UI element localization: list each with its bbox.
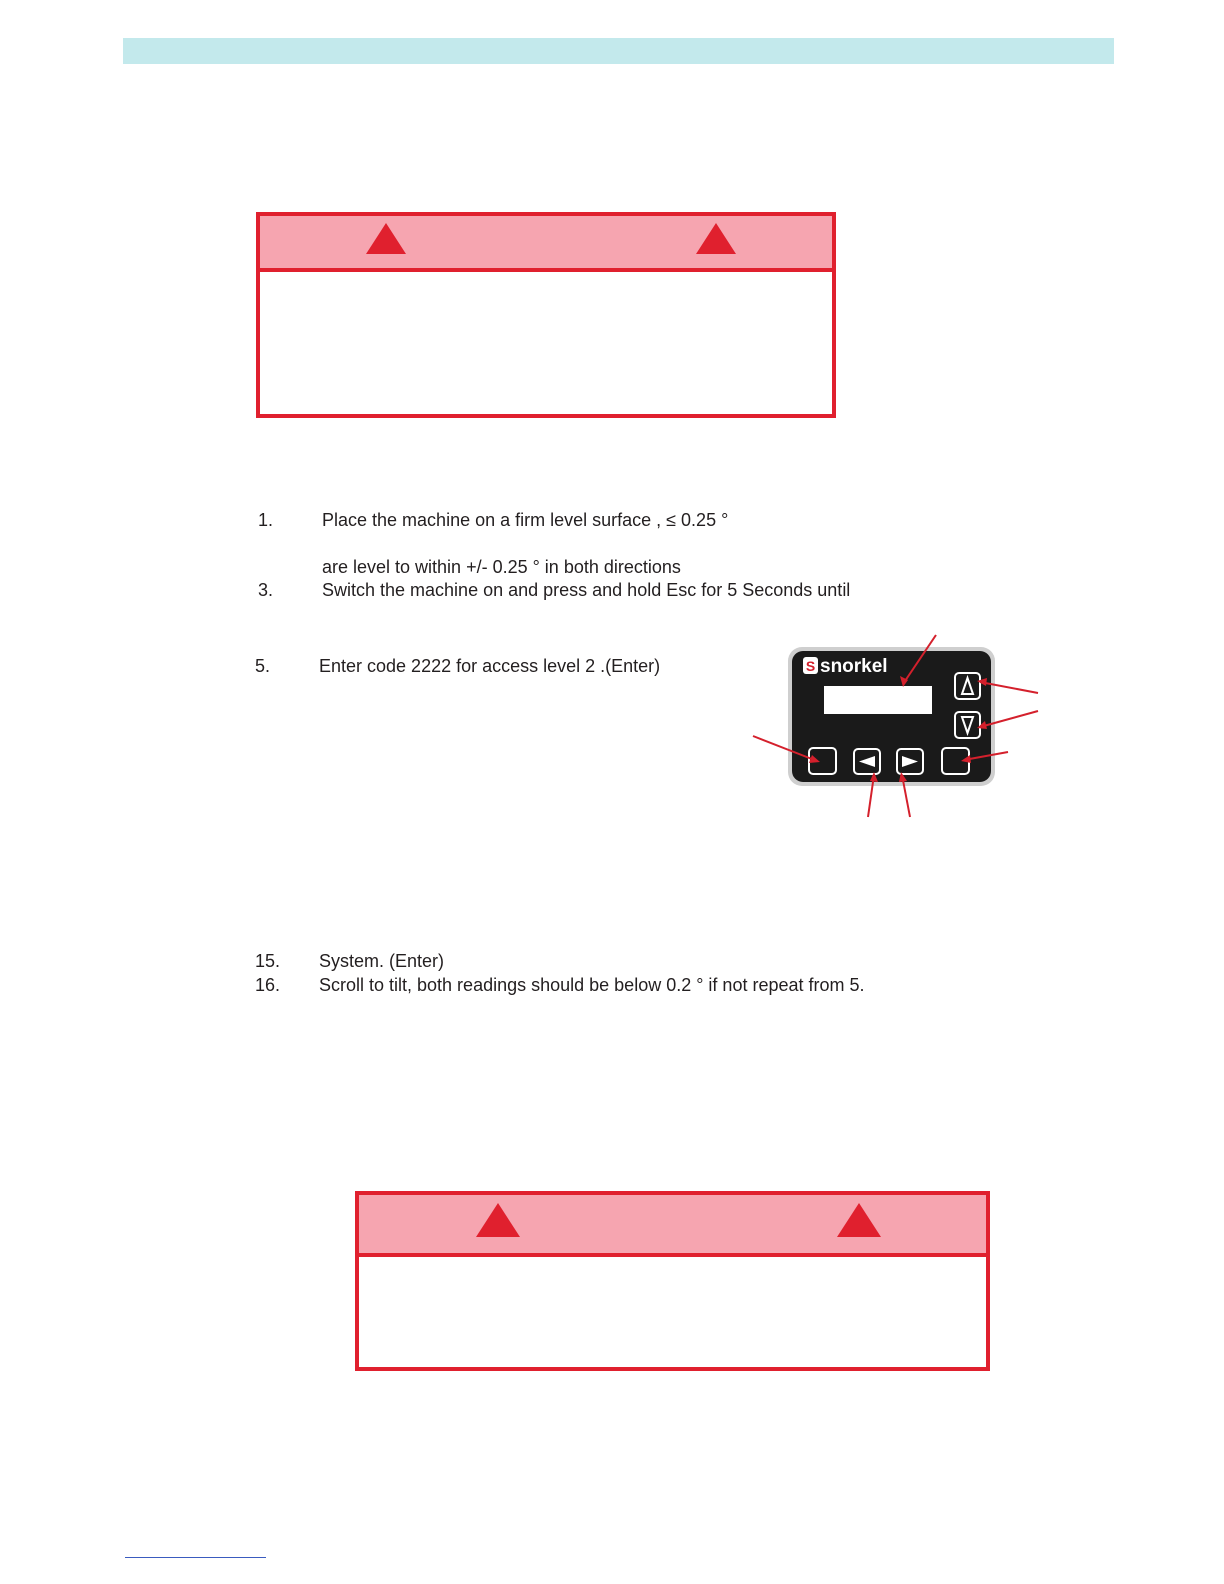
svg-text:S: S xyxy=(805,658,816,674)
step-text: System. (Enter) xyxy=(319,951,445,971)
warning-triangle-icon xyxy=(837,1203,881,1237)
footer-link-underline xyxy=(125,1557,266,1558)
step-number: 5. xyxy=(255,656,271,676)
header-band xyxy=(123,38,1114,64)
warning-header xyxy=(359,1195,986,1257)
step-number: 15. xyxy=(255,951,281,971)
warning-header xyxy=(260,216,832,272)
warning-box-top xyxy=(256,212,836,418)
svg-text:snorkel: snorkel xyxy=(820,656,888,677)
step-number: 1. xyxy=(258,510,274,530)
snorkel-logo xyxy=(803,656,888,677)
right-arrow-button xyxy=(897,749,923,774)
step-text: Switch the machine on and press and hold Esc for 5 Seconds until xyxy=(322,580,851,600)
step-number: 16. xyxy=(255,975,281,995)
step-text: Enter code 2222 for access level 2 .(Enter) xyxy=(319,656,661,676)
warning-triangle-icon xyxy=(696,223,736,254)
left-arrow-button xyxy=(854,749,880,774)
step-text: Scroll to tilt, both readings should be below 0.2 ° if not repeat from 5. xyxy=(319,975,865,995)
step-text: are level to within +/- 0.25 ° in both directions xyxy=(322,557,681,577)
down-arrow-button xyxy=(955,712,980,738)
step-number: 3. xyxy=(258,580,274,600)
warning-triangle-icon xyxy=(476,1203,520,1237)
warning-triangle-icon xyxy=(366,223,406,254)
lcd-display xyxy=(824,686,932,714)
up-arrow-button xyxy=(955,673,980,699)
warning-box-bottom xyxy=(355,1191,990,1371)
control-panel-diagram xyxy=(740,625,1050,825)
step-text: Place the machine on a firm level surface , ≤ 0.25 ° xyxy=(322,510,729,530)
